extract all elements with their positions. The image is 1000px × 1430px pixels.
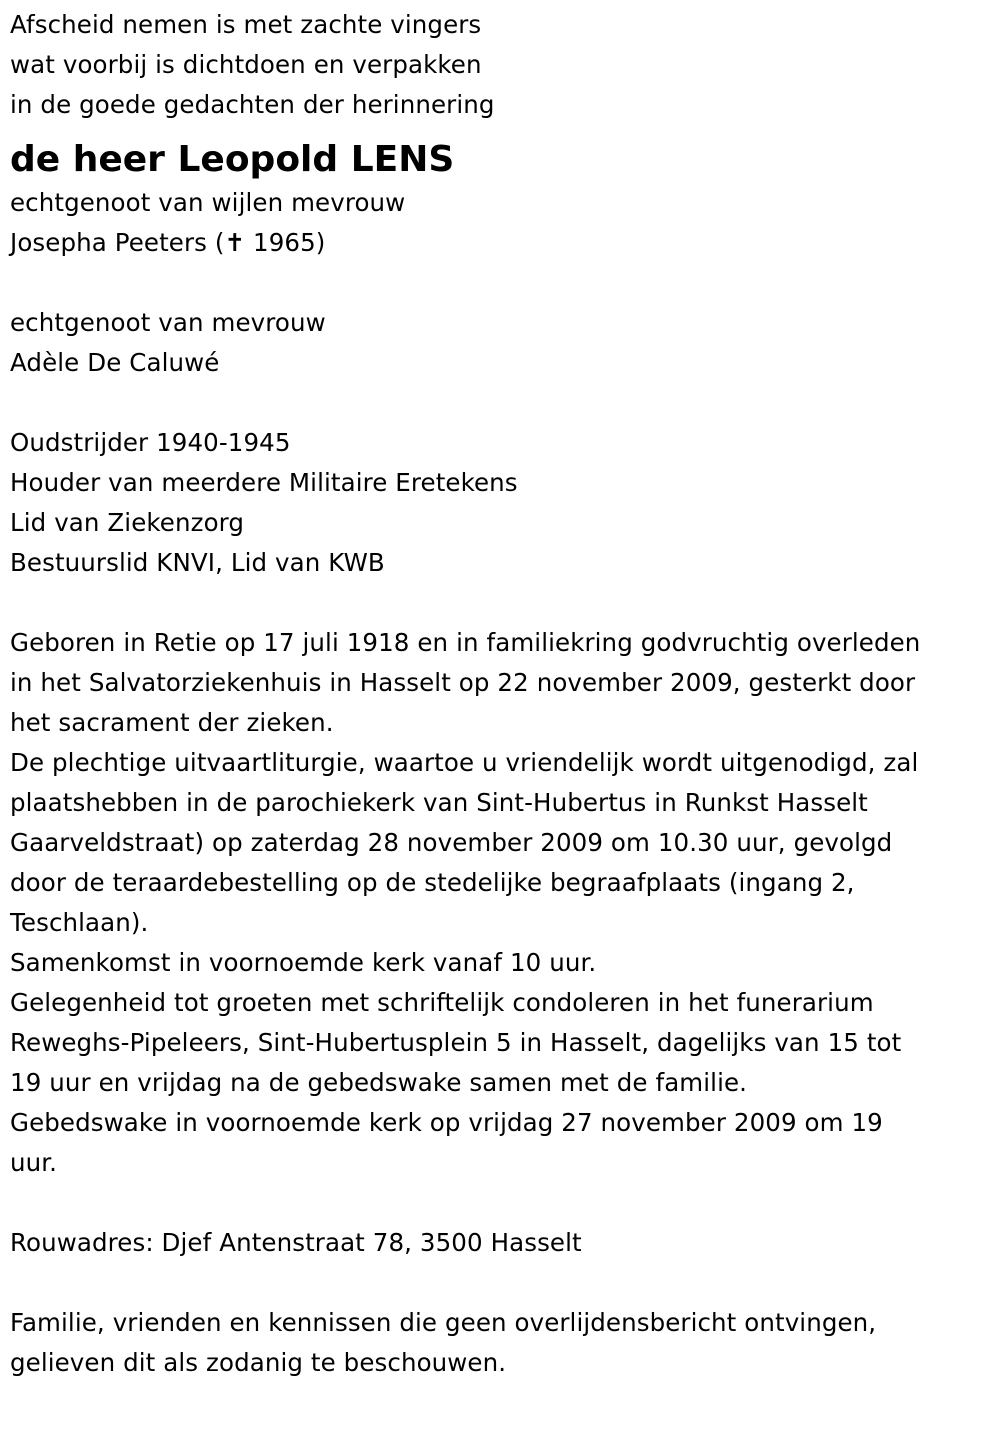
spacer <box>10 1183 995 1223</box>
late-spouse-block <box>10 183 995 263</box>
closing-line: Familie, vrienden en kennissen die geen overlijdensbericht ontvingen, <box>10 1308 877 1337</box>
current-spouse-relation: echtgenoot van mevrouw <box>10 308 326 337</box>
mourning-address: Rouwadres: Djef Antenstraat 78, 3500 Hasselt <box>10 1228 582 1257</box>
title-line: Bestuurslid KNVI, Lid van KWB <box>10 548 385 577</box>
obituary-page <box>10 0 995 1383</box>
spacer <box>10 263 995 303</box>
announcement-line: Teschlaan). <box>10 908 149 937</box>
spacer <box>10 1263 995 1303</box>
announcement-line: Samenkomst in voornoemde kerk vanaf 10 uur. <box>10 948 597 977</box>
poem-line: Afscheid nemen is met zachte vingers <box>10 10 482 39</box>
announcement-line: in het Salvatorziekenhuis in Hasselt op 22 november 2009, gesterkt door <box>10 668 916 697</box>
closing-block <box>10 1303 995 1383</box>
announcement-line: uur. <box>10 1148 58 1177</box>
late-spouse-relation: echtgenoot van wijlen mevrouw <box>10 188 406 217</box>
poem <box>10 0 995 125</box>
title-line: Oudstrijder 1940-1945 <box>10 428 291 457</box>
current-spouse-block <box>10 303 995 383</box>
announcement-line: Gaarveldstraat) op zaterdag 28 november 2009 om 10.30 uur, gevolgd <box>10 828 893 857</box>
poem-line: in de goede gedachten der herinnering <box>10 90 495 119</box>
deceased-name: de heer Leopold LENS <box>10 139 455 180</box>
announcement-line: De plechtige uitvaartliturgie, waartoe u vriendelijk wordt uitgenodigd, zal <box>10 748 919 777</box>
announcement-line: Gelegenheid tot groeten met schriftelijk condoleren in het funerarium <box>10 988 874 1017</box>
announcement-line: plaatshebben in de parochiekerk van Sint-Hubertus in Runkst Hasselt <box>10 788 868 817</box>
announcement-line: het sacrament der zieken. <box>10 708 334 737</box>
announcement-block <box>10 623 995 1183</box>
poem-line: wat voorbij is dichtdoen en verpakken <box>10 50 482 79</box>
late-spouse-name: Josepha Peeters (✝ 1965) <box>10 228 326 257</box>
title-line: Houder van meerdere Militaire Eretekens <box>10 468 518 497</box>
announcement-line: 19 uur en vrijdag na de gebedswake samen met de familie. <box>10 1068 748 1097</box>
spacer <box>10 583 995 623</box>
current-spouse-name: Adèle De Caluwé <box>10 348 220 377</box>
announcement-line: door de teraardebestelling op de stedelijke begraafplaats (ingang 2, <box>10 868 855 897</box>
closing-line: gelieven dit als zodanig te beschouwen. <box>10 1348 507 1377</box>
announcement-line: Geboren in Retie op 17 juli 1918 en in familiekring godvruchtig overleden <box>10 628 921 657</box>
titles-block <box>10 423 995 583</box>
spacer <box>10 383 995 423</box>
title-line: Lid van Ziekenzorg <box>10 508 245 537</box>
announcement-line: Gebedswake in voornoemde kerk op vrijdag 27 november 2009 om 19 <box>10 1108 883 1137</box>
announcement-line: Reweghs-Pipeleers, Sint-Hubertusplein 5 in Hasselt, dagelijks van 15 tot <box>10 1028 902 1057</box>
